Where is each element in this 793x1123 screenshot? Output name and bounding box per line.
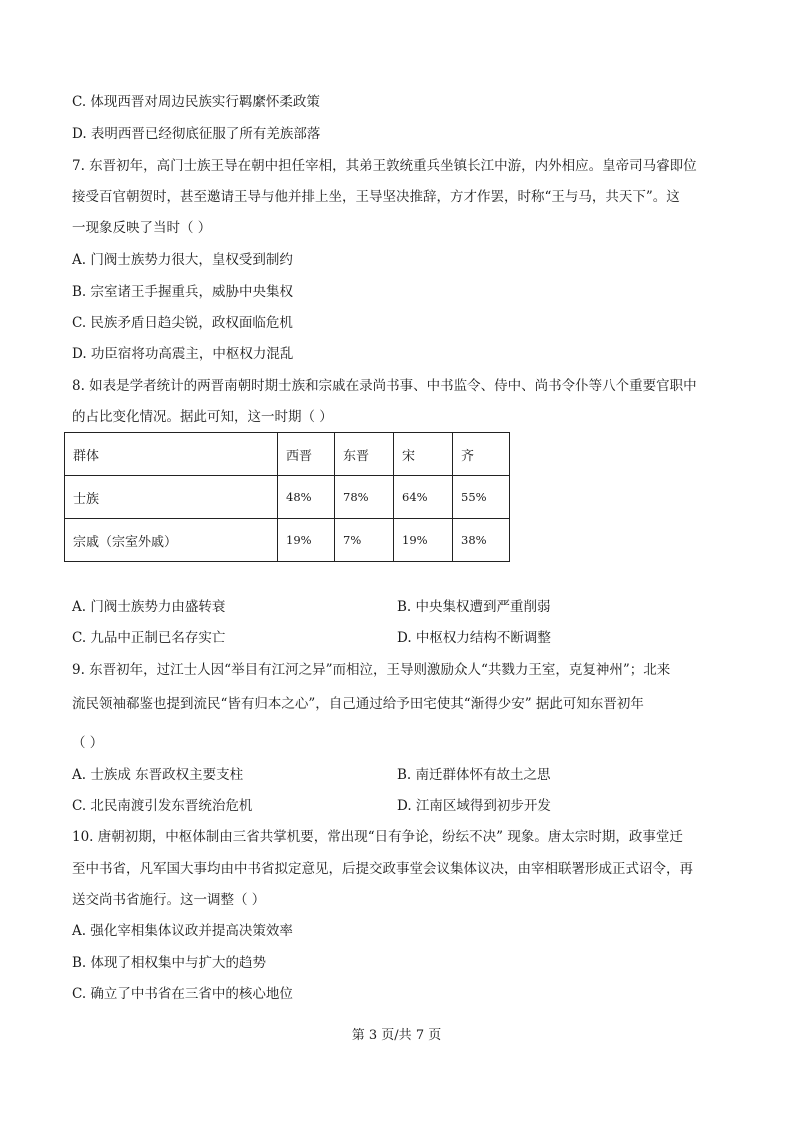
table-cell: 宗戚（宗室外戚） [65, 519, 278, 562]
question-9-option-d: D. 江南区域得到初步开发 [397, 798, 551, 814]
question-7-option-c: C. 民族矛盾日趋尖锐，政权面临危机 [72, 315, 293, 331]
option-text: C. 体现西晋对周边民族实行羁縻怀柔政策 [72, 94, 320, 110]
question-7-stem: 接受百官朝贺时，甚至邀请王导与他并排上坐，王导坚决推辞，方才作罢，时称“王与马，共天下”。这 [72, 189, 680, 205]
table-cell: 55% [453, 476, 510, 519]
question-10-stem: 送交尚书省施行。这一调整（ ） [72, 892, 266, 908]
question-10-option-c: C. 确立了中书省在三省中的核心地位 [72, 986, 293, 1002]
table-row [65, 476, 510, 519]
question-7-stem: 一现象反映了当时（ ） [72, 220, 212, 236]
question-7-option-a: A. 门阀士族势力很大，皇权受到制约 [72, 252, 293, 268]
question-8-option-c: C. 九品中正制已名存实亡 [72, 630, 226, 646]
question-9-stem: 9. 东晋初年，过江士人因“举目有江河之异”而相泣，王导则激励众人“共戮力王室，克复神州”；北来 [72, 662, 671, 678]
page-number: 第 3 页/共 7 页 [351, 1028, 442, 1043]
question-10-option-b: B. 体现了相权集中与扩大的趋势 [72, 955, 267, 971]
question-7-option-d: D. 功臣宿将功高震主，中枢权力混乱 [72, 346, 294, 362]
table-cell: 齐 [453, 433, 510, 476]
question-9-option-c: C. 北民南渡引发东晋统治危机 [72, 798, 253, 814]
question-8-stem: 的占比变化情况。据此可知，这一时期（ ） [72, 409, 333, 425]
question-8-option-b: B. 中央集权遭到严重削弱 [397, 599, 551, 615]
table-cell: 宋 [394, 433, 453, 476]
table-cell: 78% [335, 476, 394, 519]
question-8-option-a: A. 门阀士族势力由盛转衰 [72, 599, 226, 615]
question-9-stem: （ ） [72, 735, 104, 751]
question-9-stem: 流民领袖郗鉴也提到流民“皆有归本之心”，自己通过给予田宅使其“渐得少安” 据此可知东晋初年 [72, 696, 644, 712]
question-9-option-a: A. 士族成 东晋政权主要支柱 [72, 767, 244, 783]
table-cell: 64% [394, 476, 453, 519]
table-cell: 19% [394, 519, 453, 562]
table-cell: 7% [335, 519, 394, 562]
question-8-option-d: D. 中枢权力结构不断调整 [397, 630, 551, 646]
statistics-table [64, 432, 510, 562]
question-10-option-a: A. 强化宰相集体议政并提高决策效率 [72, 923, 293, 939]
table-cell: 东晋 [335, 433, 394, 476]
table-cell: 西晋 [278, 433, 335, 476]
table-header-row [65, 433, 510, 476]
question-7-option-b: B. 宗室诸王手握重兵，威胁中央集权 [72, 284, 294, 300]
table-cell: 群体 [65, 433, 278, 476]
table-cell: 38% [453, 519, 510, 562]
question-10-stem: 10. 唐朝初期，中枢体制由三省共掌机要，常出现“日有争论，纷纭不决” 现象。唐太宗时期，政事堂迁 [72, 829, 683, 845]
question-7-stem: 7. 东晋初年，高门士族王导在朝中担任宰相，其弟王敦统重兵坐镇长江中游，内外相应。皇帝司马睿即位 [72, 158, 697, 174]
question-8-stem: 8. 如表是学者统计的两晋南朝时期士族和宗戚在录尚书事、中书监令、侍中、尚书令仆等八个重要官职中 [72, 378, 697, 394]
option-text: D. 表明西晋已经彻底征服了所有羌族部落 [72, 126, 321, 142]
table-row [65, 519, 510, 562]
question-10-stem: 至中书省，凡军国大事均由中书省拟定意见，后提交政事堂会议集体议决，由宰相联署形成正式诏令，再 [72, 861, 693, 877]
table-cell: 48% [278, 476, 335, 519]
table-cell: 士族 [65, 476, 278, 519]
table-cell: 19% [278, 519, 335, 562]
question-9-option-b: B. 南迁群体怀有故土之思 [397, 767, 551, 783]
